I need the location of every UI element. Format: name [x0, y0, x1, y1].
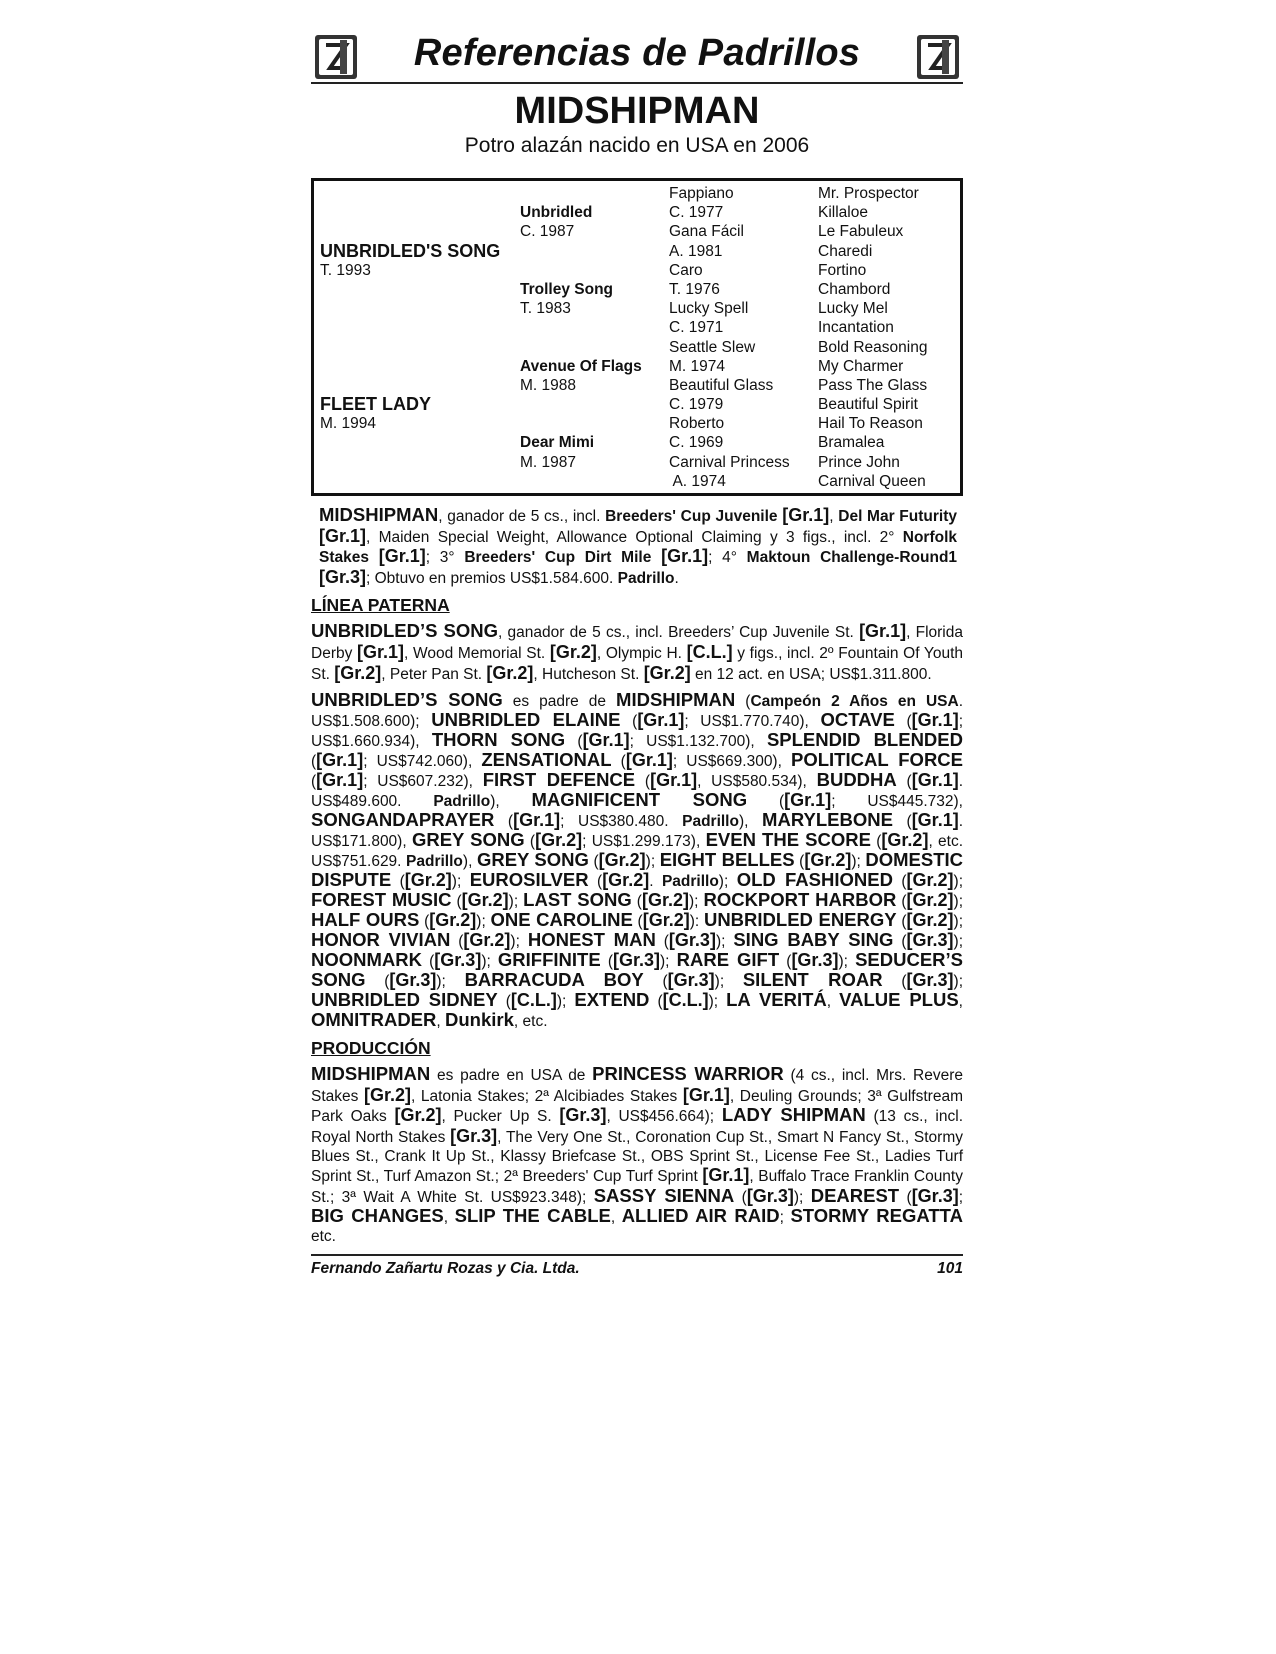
ped-cell: [320, 433, 510, 452]
ped-cell: Mr. Prospector: [818, 185, 919, 202]
ped-cell: Le Fabuleux: [818, 223, 904, 241]
ped-cell: Beautiful Spirit: [818, 396, 918, 414]
ped-cell: C. 1987: [520, 223, 575, 241]
ped-cell: Chambord: [818, 280, 891, 298]
sire-record-paragraph: UNBRIDLED’S SONG, ganador de 5 cs., incl. Breeders’ Cup Juvenile St. [Gr.1], Florida Derby [Gr.1], Wood Memorial St. [Gr.2], Olympic H. [C.L.] y figs., incl. 2º Fountain Of Youth St. [Gr.2], Peter Pan St. [Gr.2], Hutcheson St. [Gr.2] en 12 act. en USA; US$1.311.800.: [311, 620, 964, 683]
horse-name: MIDSHIPMAN: [514, 90, 760, 132]
ped-cell: [320, 472, 510, 491]
sire-progeny-paragraph: UNBRIDLED’S SONG es padre de MIDSHIPMAN (Campeón 2 Años en USA. US$1.508.600); UNBRIDLED ELAINE ([Gr.1]; US$1.770.740), OCTAVE ([Gr.1]; US$1.660.934), THORN SONG ([Gr.1]; US$1.132.700), SPLENDID BLENDED ([Gr.1]; US$742.060), ZENSATIONAL ([Gr.1]; US$669.300), POLITICAL FORCE ([Gr.1]; US$607.232), FIRST DEFENCE ([Gr.1], US$580.534), BUDDHA ([Gr.1]. US$489.600. Padrillo), MAGNIFICENT SONG ([Gr.1]; US$445.732), SONGANDAPRAYER ([Gr.1]; US$380.480. Padrillo), MARYLEBONE ([Gr.1]. US$171.800), GREY SONG ([Gr.2]; US$1.299.173), EVEN THE SCORE ([Gr.2], etc. US$751.629. Padrillo), GREY SONG ([Gr.2]); EIGHT BELLES ([Gr.2]); DOMESTIC DISPUTE ([Gr.2]); EUROSILVER ([Gr.2]. Padrillo); OLD FASHIONED ([Gr.2]); FOREST MUSIC ([Gr.2]); LAST SONG ([Gr.2]); ROCKPORT HARBOR ([Gr.2]); HALF OURS ([Gr.2]); ONE CAROLINE ([Gr.2]): UNBRIDLED ENERGY ([Gr.2]); HONOR VIVIAN ([Gr.2]); HONEST MAN ([Gr.3]); SING BABY SING ([Gr.3]); NOONMARK ([Gr.3]); GRIFFINITE ([Gr.3]); RARE GIFT ([Gr.3]); SEDUCER’S SONG ([Gr.3]); BARRACUDA BOY ([Gr.3]); SILENT ROAR ([Gr.3]); UNBRIDLED SIDNEY ([C.L.]); EXTEND ([C.L.]); LA VERITÁ, VALUE PLUS, OMNITRADER, Dunkirk, etc.: [311, 689, 964, 1031]
page-header: [311, 30, 963, 84]
document-page: [311, 30, 963, 1282]
ped-cell: Hail To Reason: [818, 415, 923, 433]
section-title-produccion: PRODUCCIÓN: [311, 1038, 431, 1059]
pedigree-col-grandparents: [520, 184, 668, 491]
ped-cell: My Charmer: [818, 357, 904, 375]
page-footer: [311, 1254, 963, 1282]
ped-cell: Pass The Glass: [818, 376, 928, 394]
ped-cell: Trolley Song: [520, 280, 614, 298]
pedigree-table: [311, 178, 963, 496]
ped-cell: Caro: [669, 261, 703, 279]
pedigree-col-parents: [320, 184, 510, 491]
ped-cell: Charedi: [818, 242, 873, 260]
ped-cell: Fortino: [818, 261, 867, 279]
ped-cell: C. 1971: [669, 319, 724, 337]
ped-cell: [520, 242, 668, 261]
ped-cell: Bramalea: [818, 434, 885, 452]
ped-cell: [520, 184, 668, 203]
race-summary: MIDSHIPMAN, ganador de 5 cs., incl. Breeders' Cup Juvenile [Gr.1], Del Mar Futurity [Gr.1], Maiden Special Weight, Allowance Optional Claiming y 3 figs., incl. 2° Norfolk Stakes [Gr.1]; 3° Breeders' Cup Dirt Mile [Gr.1]; 4° Maktoun Challenge-Round1 [Gr.3]; Obtuvo en premios US$1.584.600. Padrillo.: [319, 504, 958, 587]
ped-cell: [320, 376, 510, 395]
ped-cell: T. 1976: [669, 280, 720, 298]
ped-cell: Avenue Of Flags: [520, 357, 642, 375]
dam-name: FLEET LADY: [320, 394, 431, 415]
ped-cell: Prince John: [818, 453, 900, 471]
ped-cell: M. 1987: [520, 453, 577, 471]
horse-subtitle: Potro alazán nacido en USA en 2006: [464, 134, 810, 157]
ped-cell: [320, 453, 510, 472]
ped-cell: [520, 338, 668, 357]
ped-cell: [520, 395, 668, 414]
ped-cell: [320, 280, 510, 299]
ped-cell: Carnival Queen: [818, 472, 926, 490]
dam-year: M. 1994: [320, 415, 377, 433]
ped-cell: [520, 318, 668, 337]
ped-cell: Seattle Slew: [669, 338, 756, 356]
header-title: Referencias de Padrillos: [410, 32, 864, 74]
ped-cell: Dear Mimi: [520, 434, 595, 452]
page-number: 101: [937, 1259, 963, 1277]
ped-cell: C. 1979: [669, 396, 724, 414]
ped-cell: [320, 318, 510, 337]
ped-cell: Incantation: [818, 319, 894, 337]
ped-cell: Fappiano: [669, 185, 734, 202]
ped-cell: Bold Reasoning: [818, 338, 928, 356]
production-paragraph: MIDSHIPMAN es padre en USA de PRINCESS WARRIOR (4 cs., incl. Mrs. Revere Stakes [Gr.2], Latonia Stakes; 2ª Alcibiades Stakes [Gr.1], Deuling Grounds; 3ª Gulfstream Park Oaks [Gr.2], Pucker Up S. [Gr.3], US$456.664); LADY SHIPMAN (13 cs., incl. Royal North Stakes [Gr.3], The Very One St., Coronation Cup St., Smart N Fancy St., Stormy Blues St., Crank It Up St., Klassy Briefcase St., OBS Sprint St., License Fee St., Ladies Turf Sprint St., Turf Amazon St.; 2ª Breeders' Cup Turf Sprint [Gr.1], Buffalo Trace Franklin County St.; 3ª Wait A White St. US$923.348); SASSY SIENNA ([Gr.3]); DEAREST ([Gr.3]; BIG CHANGES, SLIP THE CABLE, ALLIED AIR RAID; STORMY REGATTA etc.: [311, 1063, 964, 1245]
ped-cell: Beautiful Glass: [669, 376, 774, 394]
ped-cell: Carnival Princess: [669, 453, 790, 471]
ped-cell: [320, 299, 510, 318]
ped-cell: [320, 222, 510, 241]
section-title-linea-paterna: LÍNEA PATERNA: [311, 595, 450, 616]
footer-company: Fernando Zañartu Rozas y Cia. Ltda.: [311, 1259, 580, 1277]
ped-cell: [520, 261, 668, 280]
ped-cell: T. 1983: [520, 300, 571, 318]
ped-cell: [320, 357, 510, 376]
ped-cell: [320, 338, 510, 357]
ped-cell: Roberto: [669, 415, 725, 433]
ped-cell: Unbridled: [520, 204, 593, 222]
ped-cell: C. 1977: [669, 204, 724, 222]
ped-cell: A. 1981: [669, 242, 723, 260]
ped-cell: [520, 414, 668, 433]
pedigree-col-ancestors: [818, 184, 963, 491]
ped-cell: M. 1974: [669, 357, 726, 375]
ped-cell: Lucky Mel: [818, 300, 888, 318]
sire-name: UNBRIDLED'S SONG: [320, 240, 501, 261]
ped-cell: A. 1974: [669, 472, 726, 490]
ped-cell: Gana Fácil: [669, 223, 744, 241]
ped-cell: Lucky Spell: [669, 300, 749, 318]
ped-cell: [520, 472, 668, 491]
ped-cell: Killaloe: [818, 204, 868, 222]
ped-cell: [320, 184, 510, 203]
pedigree-col-great-grandparents: [669, 184, 817, 491]
ped-cell: M. 1988: [520, 376, 577, 394]
ped-cell: C. 1969: [669, 434, 724, 452]
zr-logo-icon: [916, 34, 960, 80]
ped-cell: [320, 203, 510, 222]
sire-year: T. 1993: [320, 261, 371, 279]
